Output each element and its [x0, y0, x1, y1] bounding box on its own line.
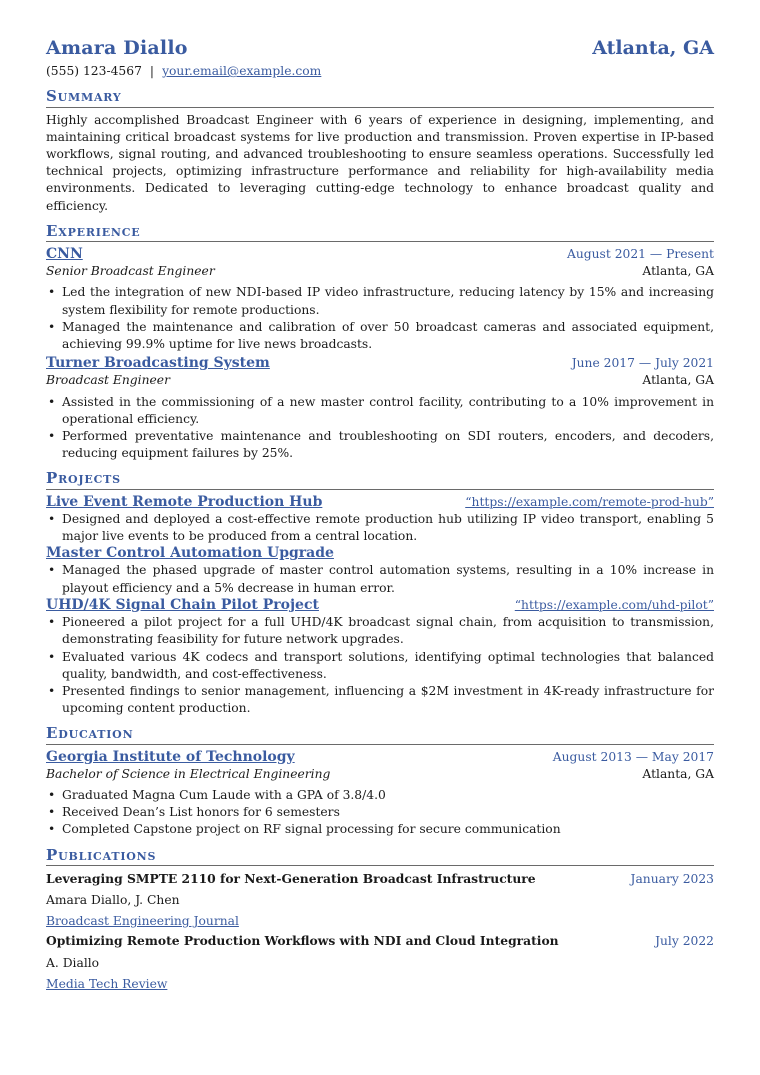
- section-title-projects: Projects: [46, 470, 714, 489]
- project-url-link[interactable]: “https://example.com/uhd-pilot”: [514, 597, 714, 612]
- list-item: • Received Dean’s List honors for 6 semesters: [62, 804, 714, 821]
- email-link[interactable]: your.email@example.com: [162, 64, 322, 79]
- project-url-link[interactable]: “https://example.com/remote-prod-hub”: [465, 494, 714, 509]
- education-entry: [46, 749, 714, 839]
- list-item: • Graduated Magna Cum Laude with a GPA of 3.8/4.0: [62, 787, 714, 804]
- job-role: Broadcast Engineer: [46, 373, 170, 388]
- candidate-name: Amara Diallo: [46, 37, 188, 59]
- publication-date: July 2022: [655, 934, 714, 949]
- project-entry: [46, 597, 714, 717]
- job-location: Atlanta, GA: [642, 373, 714, 388]
- list-item: • Led the integration of new NDI-based IP video infrastructure, reducing latency by 15% and increasing system flexibility for remote productions.: [62, 284, 714, 318]
- section-title-summary: Summary: [46, 88, 714, 107]
- publication-venue-link[interactable]: Media Tech Review: [46, 976, 168, 991]
- contact-separator: |: [149, 64, 155, 79]
- job-entry-cnn: [46, 246, 714, 353]
- school-link[interactable]: Georgia Institute of Technology: [46, 748, 295, 765]
- resume-header: [46, 37, 714, 59]
- education-dates: August 2013 — May 2017: [552, 749, 714, 764]
- project-entry: [46, 545, 714, 597]
- project-name-link[interactable]: Live Event Remote Production Hub: [46, 493, 323, 510]
- list-item: • Performed preventative maintenance and troubleshooting on SDI routers, encoders, and decoders, reducing equipment failures by 25%.: [62, 428, 714, 462]
- job-entry-turner: [46, 355, 714, 462]
- job-bullets: [46, 394, 714, 463]
- project-bullets: [46, 511, 714, 545]
- job-location: Atlanta, GA: [642, 264, 714, 279]
- section-title-publications: Publications: [46, 847, 714, 866]
- publication-title: Optimizing Remote Production Workflows with NDI and Cloud Integration: [46, 933, 559, 949]
- project-entry: [46, 494, 714, 546]
- publication-entry: [46, 870, 714, 931]
- contact-line: [46, 63, 714, 80]
- degree: Bachelor of Science in Electrical Engineering: [46, 766, 331, 781]
- company-link[interactable]: CNN: [46, 246, 83, 263]
- publication-authors: Amara Diallo, J. Chen: [46, 892, 180, 907]
- list-item: • Assisted in the commissioning of a new master control facility, contributing to a 10% improvement in operational efficiency.: [62, 394, 714, 428]
- publication-entry: [46, 932, 714, 993]
- project-name-link[interactable]: Master Control Automation Upgrade: [46, 545, 334, 562]
- education-location: Atlanta, GA: [642, 766, 714, 781]
- list-item: • Evaluated various 4K codecs and transport solutions, identifying optimal technologies that balanced quality, bandwidth, and cost-effectiveness.: [62, 649, 714, 683]
- phone-number: (555) 123-4567: [46, 64, 142, 79]
- publication-date: January 2023: [630, 871, 714, 886]
- project-bullets: [46, 562, 714, 596]
- candidate-location: Atlanta, GA: [592, 37, 714, 59]
- list-item: • Managed the phased upgrade of master control automation systems, resulting in a 10% increase in playout efficiency and a 5% decrease in human error.: [62, 562, 714, 596]
- job-dates: August 2021 — Present: [566, 247, 714, 262]
- list-item: • Pioneered a pilot project for a full UHD/4K broadcast signal chain, from acquisition to transmission, demonstrating feasibility for future network upgrades.: [62, 614, 714, 648]
- job-bullets: [46, 284, 714, 353]
- section-title-education: Education: [46, 725, 714, 744]
- publication-authors: A. Diallo: [46, 955, 100, 970]
- publication-venue-link[interactable]: Broadcast Engineering Journal: [46, 914, 239, 929]
- list-item: • Completed Capstone project on RF signal processing for secure communication: [62, 821, 714, 838]
- job-role: Senior Broadcast Engineer: [46, 264, 215, 279]
- publication-title: Leveraging SMPTE 2110 for Next-Generation Broadcast Infrastructure: [46, 870, 536, 886]
- list-item: • Managed the maintenance and calibration of over 50 broadcast cameras and associated equipment, achieving 99.9% uptime for live news broadcasts.: [62, 319, 714, 353]
- project-bullets: [46, 614, 714, 717]
- section-title-experience: Experience: [46, 223, 714, 242]
- list-item: • Designed and deployed a cost-effective remote production hub utilizing IP video transport, enabling 5 major live events to be produced from a central location.: [62, 511, 714, 545]
- company-link[interactable]: Turner Broadcasting System: [46, 355, 270, 372]
- education-bullets: [46, 787, 714, 839]
- job-dates: June 2017 — July 2021: [571, 356, 714, 371]
- summary-text: Highly accomplished Broadcast Engineer with 6 years of experience in designing, implementing, and maintaining critical broadcast systems for live production and transmission. Proven expertise in IP-based workflows, signal routing, and advanced troubleshooting to ensure seamless operations. Successfully led technical projects, optimizing infrastructure performance and reliability for high-availability media environments. Dedicated to leveraging cutting-edge technology to enhance broadcast quality and efficiency.: [46, 112, 714, 213]
- list-item: • Presented findings to senior management, influencing a $2M investment in 4K-ready infrastructure for upcoming content production.: [62, 683, 714, 717]
- project-name-link[interactable]: UHD/4K Signal Chain Pilot Project: [46, 596, 319, 613]
